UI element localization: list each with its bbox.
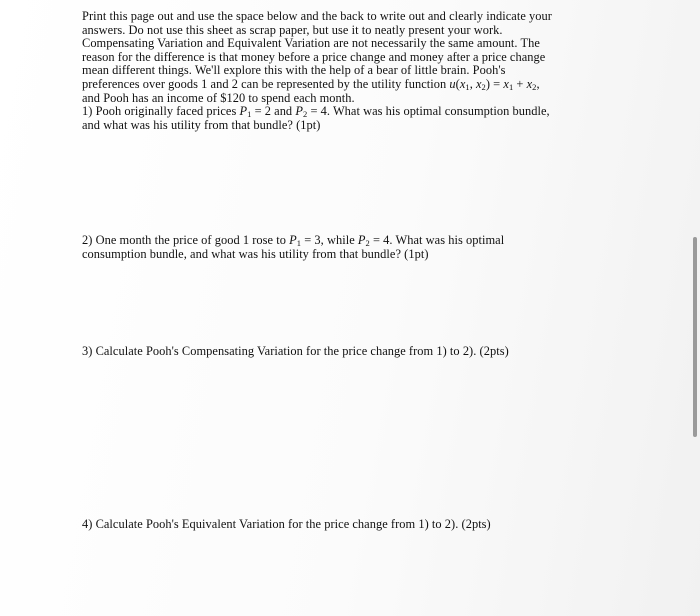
- question-4: [82, 518, 622, 532]
- utility-function-symbol: u: [449, 76, 456, 91]
- question-2-line1: 2) One month the price of good 1 rose to $P_1 = 3$, while $P_2 = 4$. What was his optimal: [82, 233, 505, 248]
- question-2: [82, 234, 622, 261]
- question-3-text: 3) Calculate Pooh's Compensating Variation for the price change from 1) to 2). (2pts): [82, 344, 509, 358]
- question-2-p2: = 4. What was his optimal: [372, 233, 505, 247]
- intro-line: mean different things. We'll explore this with the help of a bear of little brain. Pooh's: [82, 63, 506, 78]
- intro-line: and Pooh has an income of $120 to spend each month.: [82, 90, 355, 105]
- instructions-paragraph: [82, 10, 622, 132]
- question-1-lead: 1) Pooh originally faced prices: [82, 104, 240, 119]
- intro-line-utility: preferences over goods 1 and 2 can be represented by the utility function $u(x_1$, $x_2) = x_1 + x_2$,: [82, 76, 540, 92]
- question-2-lead: 2) One month the price of good 1 rose to: [82, 233, 290, 247]
- intro-line: answers. Do not use this sheet as scrap paper, but use it to neatly present your work.: [82, 22, 503, 37]
- question-2-line2: consumption bundle, and what was his utility from that bundle? (1pt): [82, 246, 429, 261]
- vertical-scrollbar[interactable]: [693, 237, 697, 437]
- question-3: [82, 345, 622, 359]
- question-2-p1: = 3, while: [304, 233, 358, 247]
- question-1-p2: = 4. What was his optimal consumption bundle,: [310, 104, 550, 119]
- intro-line-text: preferences over goods 1 and 2 can be represented by the utility function: [82, 76, 450, 91]
- question-1-line2: and what was his utility from that bundle? (1pt): [82, 117, 321, 132]
- intro-line: reason for the difference is that money before a price change and money after a price change: [82, 49, 546, 64]
- question-4-text: 4) Calculate Pooh's Equivalent Variation for the price change from 1) to 2). (2pts): [82, 517, 491, 531]
- intro-line: Compensating Variation and Equivalent Variation are not necessarily the same amount. The: [82, 36, 540, 51]
- question-1-p1: = 2 and: [254, 104, 296, 119]
- intro-line: Print this page out and use the space below and the back to write out and clearly indicate your: [82, 9, 552, 23]
- question-1: 1) Pooh originally faced prices $P_1 = 2$ and $P_2 = 4$. What was his optimal consumption bundle,: [82, 104, 550, 120]
